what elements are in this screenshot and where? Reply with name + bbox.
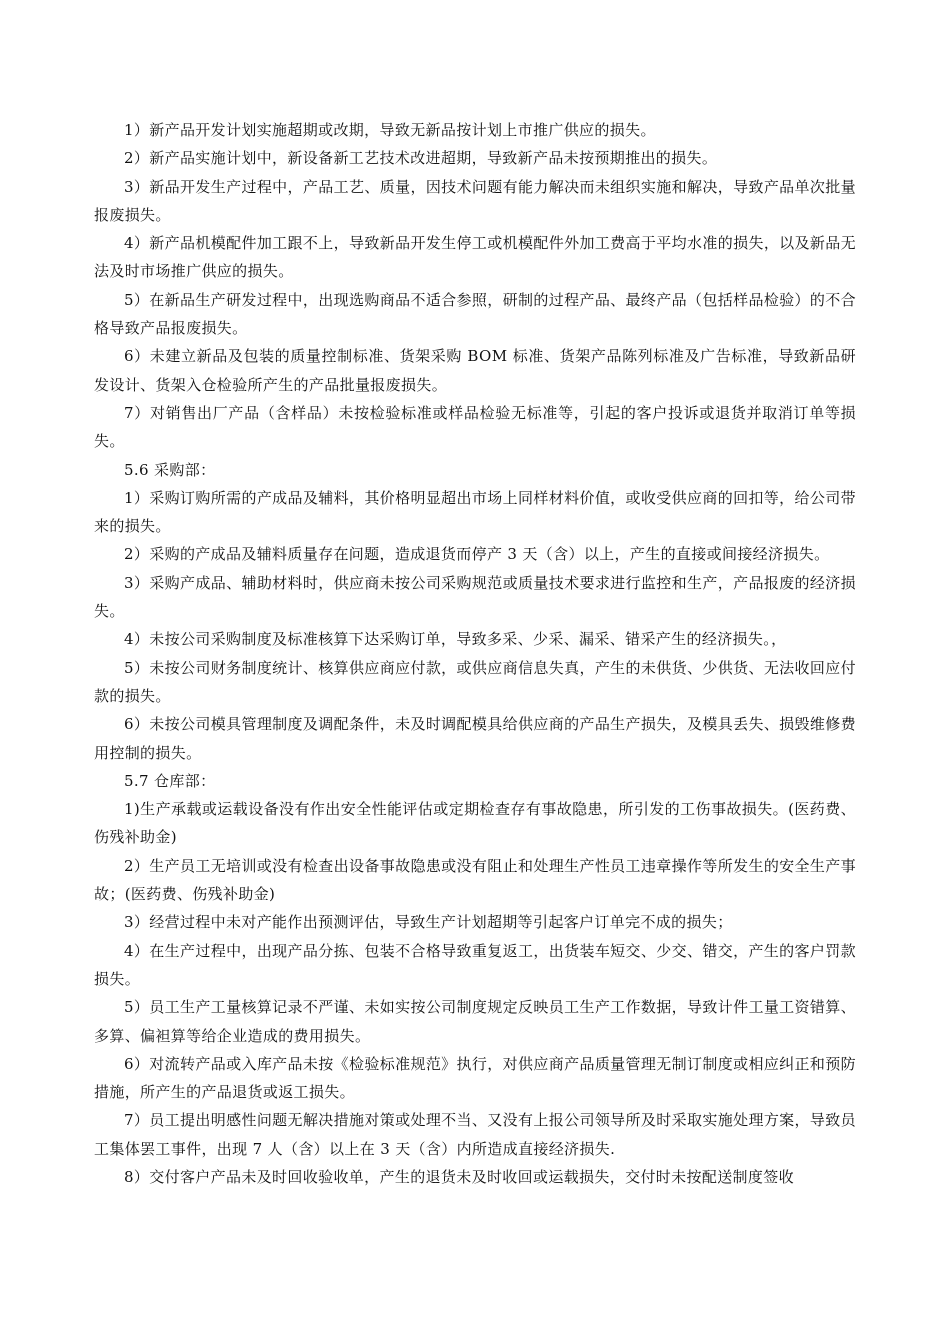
paragraph: 8）交付客户产品未及时回收验收单，产生的退货未及时收回或运载损失，交付时未按配送制度签收 (124, 1167, 794, 1186)
paragraph: 5）在新品生产研发过程中，出现选购商品不适合参照，研制的过程产品、最终产品（包括样品检验）的不合格导致产品报废损失。 (94, 290, 856, 338)
paragraph: 3）新品开发生产过程中，产品工艺、质量，因技术问题有能力解决而未组织实施和解决，导致产品单次批量报废损失。 (94, 177, 856, 224)
paragraph: 6）未按公司模具管理制度及调配条件，未及时调配模具给供应商的产品生产损失，及模具丢失、损毁维修费用控制的损失。 (94, 715, 856, 762)
paragraph: 5）员工生产工量核算记录不严谨、未如实按公司制度规定反映员工生产工作数据，导致计件工量工资错算、多算、偏袒算等给企业造成的费用损失。 (94, 998, 856, 1045)
paragraph: 6）对流转产品或入库产品未按《检验标准规范》执行，对供应商产品质量管理无制订制度或相应纠正和预防措施，所产生的产品退货或返工损失。 (94, 1054, 856, 1102)
paragraph: 2）新产品实施计划中，新设备新工艺技术改进超期，导致新产品未按预期推出的损失。 (124, 149, 718, 168)
paragraph: 2）采购的产成品及辅料质量存在问题，造成退货而停产 3 天（含）以上，产生的直接或间接经济损失。 (124, 545, 830, 564)
paragraph: 5）未按公司财务制度统计、核算供应商应付款，或供应商信息失真，产生的未供货、少供货、无法收回应付款的损失。 (94, 658, 856, 705)
paragraph: 4）新产品机模配件加工跟不上，导致新品开发生停工或机模配件外加工费高于平均水准的损失，以及新品无法及时市场推广供应的损失。 (94, 234, 856, 281)
paragraph: 3）经营过程中未对产能作出预测评估，导致生产计划超期等引起客户订单完不成的损失； (124, 913, 733, 932)
paragraph: 3）采购产成品、辅助材料时，供应商未按公司采购规范或质量技术要求进行监控和生产，产品报废的经济损失。 (94, 573, 856, 621)
paragraph: 2）生产员工无培训或没有检查出设备事故隐患或没有阻止和处理生产性员工违章操作等所发生的安全生产事故；(医药费、伤残补助金) (94, 856, 856, 904)
paragraph: 7）对销售出厂产品（含样品）未按检验标准或样品检验无标准等，引起的客户投诉或退货并取消订单等损失。 (94, 403, 856, 451)
paragraph: 4）未按公司采购制度及标准核算下达采购订单，导致多采、少采、漏采、错采产生的经济损失。， (124, 630, 787, 649)
paragraph: 1)生产承载或运载设备没有作出安全性能评估或定期检查存有事故隐患，所引发的工伤事故损失。(医药费、伤残补助金) (94, 800, 856, 847)
paragraph: 1）采购订购所需的产成品及辅料，其价格明显超出市场上同样材料价值，或收受供应商的回扣等，给公司带来的损失。 (94, 488, 856, 536)
paragraph: 6）未建立新品及包装的质量控制标准、货架采购 BOM 标准、货架产品陈列标准及广告标准，导致新品研发设计、货架入仓检验所产生的产品批量报废损失。 (94, 347, 856, 394)
paragraph: 4）在生产过程中，出现产品分拣、包装不合格导致重复返工，出货装车短交、少交、错交，产生的客户罚款损失。 (94, 941, 856, 988)
section-heading-warehouse: 5.7 仓库部： (124, 771, 216, 790)
paragraph: 7）员工提出明感性问题无解决措施对策或处理不当、又没有上报公司领导所及时采取实施处理方案，导致员工集体罢工事件，出现 7 人（含）以上在 3 天（含）内所造成直接经济损失. (94, 1111, 856, 1158)
paragraph: 1）新产品开发计划实施超期或改期，导致无新品按计划上市推广供应的损失。 (124, 121, 656, 139)
section-heading-purchasing: 5.6 采购部： (124, 460, 216, 479)
document-body (94, 116, 856, 1191)
